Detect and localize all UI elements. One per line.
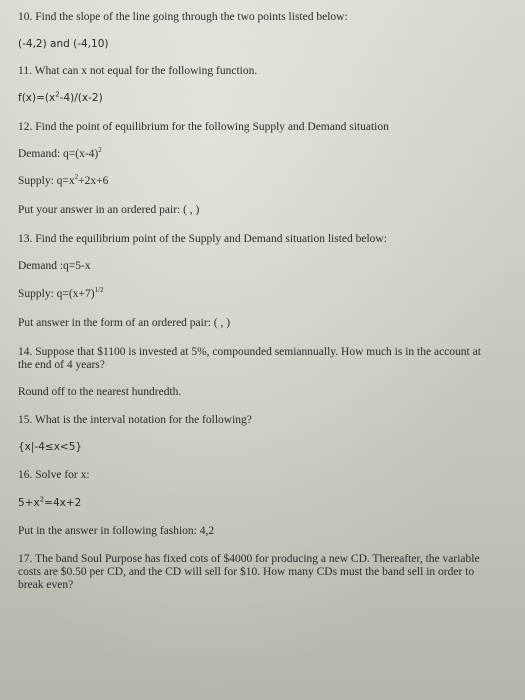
question-16: 16. Solve for x:	[18, 469, 90, 481]
fx-part: f(x)=(x	[18, 92, 56, 104]
eq-left: 5+x	[18, 497, 40, 509]
question-12: 12. Find the point of equilibrium for the following Supply and Demand situation	[18, 121, 389, 133]
question-13-demand: Demand :q=5-x	[18, 260, 91, 272]
supply13-text: Supply: q=(x+7)	[18, 288, 95, 300]
question-13-answer-format: Put answer in the form of an ordered pair: ( , )	[18, 317, 231, 329]
supply-exponent: 2	[74, 173, 79, 182]
question-15: 15. What is the interval notation for the following?	[18, 414, 252, 426]
supply13-exponent: 1/2	[94, 286, 104, 295]
question-12-supply	[18, 175, 108, 188]
question-16-answer-format: Put in the answer in following fashion: 4,2	[18, 525, 215, 537]
eq-exponent: 2	[39, 495, 45, 504]
question-10: 10. Find the slope of the line going through the two points listed below:	[18, 11, 348, 23]
demand-text: Demand: q=(x-4)	[18, 148, 99, 160]
eq-right: =4x+2	[44, 497, 82, 509]
question-10-points: (-4,2) and (-4,10)	[18, 38, 109, 50]
demand-exponent: 2	[98, 146, 102, 155]
question-13: 13. Find the equilibrium point of the Supply and Demand situation listed below:	[18, 233, 387, 245]
supply-text: Supply: q=x	[18, 175, 75, 187]
question-13-supply	[18, 288, 104, 301]
question-11: 11. What can x not equal for the following function.	[18, 65, 258, 77]
question-14-round: Round off to the nearest hundredth.	[18, 386, 182, 398]
question-14: 14. Suppose that $1100 is invested at 5%, compounded semiannually. How much is in the account at the end of 4 years?	[18, 346, 481, 371]
question-12-demand	[18, 148, 102, 161]
question-17: 17. The band Soul Purpose has fixed cots of $4000 for producing a new CD. Thereafter, the variable costs are $0.50 per CD, and the CD will sell for $10. How many CDs must the band sell in order to break even?	[18, 553, 480, 591]
fx-exponent: 2	[55, 90, 60, 99]
question-15-set: {x|-4≤x<5}	[18, 441, 83, 453]
question-12-answer-format: Put your answer in an ordered pair: ( , )	[18, 204, 200, 216]
fx-tail: -4)/(x-2)	[59, 92, 103, 104]
question-11-function	[18, 92, 103, 105]
question-16-equation	[18, 497, 81, 510]
supply-tail: +2x+6	[78, 175, 109, 187]
